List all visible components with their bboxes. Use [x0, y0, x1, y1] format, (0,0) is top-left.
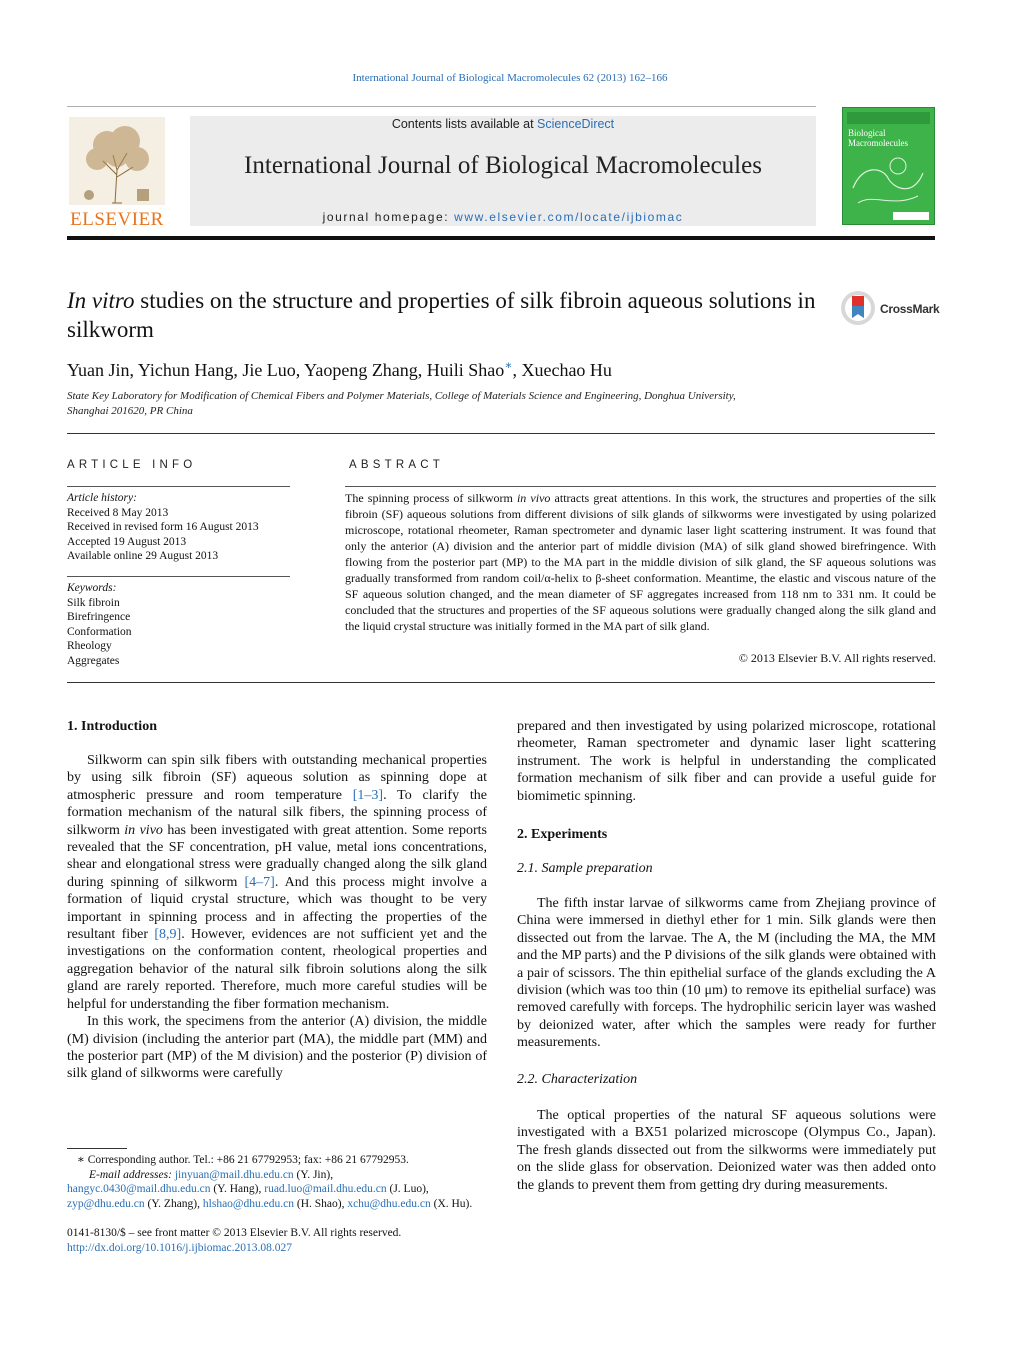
- article-history: [67, 491, 292, 564]
- introduction-body-continued: prepared and then investigated by using polarized microscope, rotational rheometer, Raman spectrometer and dynamic laser light scattering instrument. The work is helpful in understanding the complicated formation mechanism of silk fiber and can provide a useful guide for biomimetic spinning.: [517, 719, 936, 804]
- affiliation-line1: State Key Laboratory for Modification of Chemical Fibers and Polymer Materials, College of Materials Science and Engineering, Donghua University,: [67, 390, 736, 402]
- characterization-heading: 2.2. Characterization: [517, 1072, 638, 1087]
- article-info-divider: [67, 486, 290, 487]
- reference-link-8-9[interactable]: [8,9]: [154, 927, 182, 943]
- email-link[interactable]: xchu@dhu.edu.cn: [347, 1197, 431, 1210]
- affiliation-line2: Shanghai 201620, PR China: [67, 404, 193, 417]
- intro-p1-b: . To clarify the formation mechanism of the natural silk fibers, the spinning process of silkworm: [67, 787, 487, 838]
- sample-preparation-body: [517, 895, 936, 1052]
- email-owner: (X. Hu).: [430, 1197, 473, 1210]
- intro-p1-a: Silkworm can spin silk fibers with outstanding mechanical properties by using silk fibroin (SF) aqueous solution as spinning dope at atmospheric pressure and room temperature: [67, 753, 487, 803]
- crossmark-badge[interactable]: [840, 290, 940, 330]
- abstract-bottom-divider: [67, 682, 935, 683]
- online-date: Available online 29 August 2013: [67, 550, 219, 562]
- cover-title: [848, 128, 908, 148]
- doi-link[interactable]: http://dx.doi.org/10.1016/j.ijbiomac.2013.08.027: [67, 1241, 292, 1254]
- header-divider: [67, 106, 816, 107]
- article-title: [67, 286, 827, 344]
- experiments-heading: 2. Experiments: [517, 827, 608, 842]
- abstract-italic: in vivo: [516, 491, 551, 505]
- email-owner: (H. Shao),: [293, 1197, 348, 1210]
- keywords-divider: [67, 576, 290, 577]
- contents-available-line: [190, 117, 816, 131]
- email-link[interactable]: hangyc.0430@mail.dhu.edu.cn: [67, 1183, 211, 1196]
- journal-homepage-line: [190, 210, 816, 224]
- footnote-divider: [67, 1148, 127, 1149]
- author-list: [67, 358, 867, 381]
- email-addresses-line2: [67, 1182, 487, 1197]
- keywords-block: [67, 581, 292, 668]
- abstract-heading: ABSTRACT: [349, 459, 444, 471]
- abstract-part1: The spinning process of silkworm: [345, 491, 517, 505]
- intro-p1-italic: in vivo: [124, 822, 163, 838]
- title-divider: [67, 433, 935, 434]
- characterization-paragraph: The optical properties of the natural SF aqueous solutions were investigated with a BX51 polarized microscope (Olympus Co., Japan). The fresh glands dissected out from the silkworms were immediately put on the slide glass for observation. Deionized water was then added onto the glands to prevent them from getting dry during measurements.: [517, 1108, 936, 1193]
- keyword-item: Birefringence: [67, 611, 131, 623]
- abstract-part2: attracts great attentions. In this work, the structures and properties of the silk fibroin (SF) aqueous solutions from different divisions of silk glands of silkworms were investigated by using polarized microscope, rotational rheometer, Raman spectrometer and dynamic laser light scattering instrument. It was found that only the anterior (A) division and the anterior part of middle division (MA) of silk gland showed birefringence. With flowing from the posterior part (MP) to the MA part in the middle division of silk gland, the SF aqueous solutions was gradually transformed from random coil/α-helix to β-sheet conformation. Meantime, the elastic and viscous nature of the SF aqueous solution changed, and the mean diameter of SF aggregates increased from 118 nm to 331 nm. It could be concluded that the structures and properties of the SF aqueous solutions were gradually changed along the silk gland and the liquid crystal structure was initially formed in the MA part of silk gland.: [345, 491, 936, 633]
- email-owner: (Y. Zhang),: [144, 1197, 203, 1210]
- intro-paragraph-2: In this work, the specimens from the anterior (A) division, the middle (M) division (including the anterior part (MA), the middle part (MM) and the posterior part (MP) of the M division) and the posterior (P) division of silk gland of silkworms were carefully: [67, 1014, 487, 1082]
- journal-name: International Journal of Biological Macromolecules: [244, 152, 762, 179]
- crossmark-icon: [840, 290, 876, 326]
- intro-p1-e: . However, evidences are not sufficient yet and the investigations on the conformation content, rheological properties and aggregation behavior of the natural silk fibroin solutions along the silk gland are rarely reported. Therefore, much more careful studies will be helpful for understanding the fiber formation mechanism.: [67, 927, 487, 1012]
- article-title-italic: In vitro: [67, 288, 135, 313]
- authors-tail: , Xuechao Hu: [512, 360, 612, 380]
- abstract-divider: [345, 486, 936, 487]
- sciencedirect-link[interactable]: ScienceDirect: [537, 117, 615, 131]
- keyword-item: Conformation: [67, 625, 132, 638]
- contents-prefix: Contents lists available at: [391, 117, 538, 131]
- keywords-label: Keywords:: [67, 582, 117, 594]
- article-info-heading: ARTICLE INFO: [67, 459, 197, 471]
- homepage-link[interactable]: www.elsevier.com/locate/ijbiomac: [454, 210, 684, 224]
- intro-paragraph-1: [67, 752, 487, 1013]
- cover-illustration-icon: [843, 108, 934, 224]
- corresponding-author-note: ∗ Corresponding author. Tel.: +86 21 67792953; fax: +86 21 67792953.: [77, 1154, 409, 1166]
- keyword-item: Silk fibroin: [67, 596, 120, 609]
- issn-line: 0141-8130/$ – see front matter © 2013 Elsevier B.V. All rights reserved.: [67, 1227, 402, 1239]
- abstract-text: [345, 490, 936, 634]
- sample-preparation-heading: 2.1. Sample preparation: [517, 861, 653, 876]
- email-link[interactable]: ruad.luo@mail.dhu.edu.cn: [264, 1183, 387, 1196]
- affiliation: [67, 389, 827, 418]
- email-owner: (Y. Jin),: [293, 1168, 334, 1181]
- article-title-rest: studies on the structure and properties of silk fibroin aqueous solutions in silkworm: [67, 288, 816, 342]
- intro-p1-c: has been investigated with great attention. Some reports revealed that the SF concentration, pH value, metal ions concentrations, shear and elongational stress were gradually changed along the silk gland during spinning of silkworm: [67, 822, 488, 890]
- cover-title-line2: Macromolecules: [848, 138, 908, 148]
- revised-date: Received in revised form 16 August 2013: [67, 521, 259, 533]
- issn-block: [67, 1226, 487, 1255]
- email-label: E-mail addresses:: [89, 1168, 175, 1181]
- reference-link-4-7[interactable]: [4–7]: [244, 874, 275, 890]
- introduction-body: [67, 752, 487, 1083]
- email-link[interactable]: hlshao@dhu.edu.cn: [202, 1197, 294, 1210]
- received-date: Received 8 May 2013: [67, 506, 169, 519]
- header-thick-rule: [67, 236, 935, 240]
- keyword-item: Rheology: [67, 640, 112, 652]
- elsevier-logo[interactable]: [67, 115, 167, 231]
- email-link[interactable]: jinyuan@mail.dhu.edu.cn: [174, 1168, 294, 1181]
- authors-main: Yuan Jin, Yichun Hang, Jie Luo, Yaopeng Zhang, Huili Shao: [67, 360, 505, 380]
- journal-citation[interactable]: International Journal of Biological Macromolecules 62 (2013) 162–166: [352, 72, 668, 84]
- reference-link-1-3[interactable]: [1–3]: [352, 787, 384, 803]
- cover-title-line1: Biological: [848, 128, 886, 138]
- email-link[interactable]: zyp@dhu.edu.cn: [67, 1197, 145, 1210]
- sample-preparation-paragraph: The fifth instar larvae of silkworms came from Zhejiang province of China were immersed in diethyl ether for 1 min. Silk glands were then dissected out from the larvae. The A, the M (including the MA, the MM and the MP parts) and the P divisions of the silk glands were obtained with a pair of scissors. The thin epithelial surface of the glands excluding the A division (which was too thin (10 μm) to remove its epithelial surface) was removed carefully with forceps. The hydrophilic sericin layer was washed by deionized water, after which the samples were ready for further measurements.: [517, 896, 936, 1051]
- email-owner: (J. Luo),: [386, 1183, 429, 1196]
- email-addresses-line1: [67, 1168, 487, 1183]
- characterization-body: [517, 1107, 936, 1194]
- email-addresses-line3: [67, 1197, 487, 1212]
- journal-cover-thumbnail[interactable]: [842, 107, 935, 225]
- introduction-heading: 1. Introduction: [67, 719, 157, 734]
- abstract-copyright: © 2013 Elsevier B.V. All rights reserved.: [738, 651, 936, 665]
- intro-p1-d: . And this process might involve a formation of liquid crystal structure, which was thought to be very important in spinning process and in affecting the properties of the resultant fiber: [67, 874, 487, 943]
- accepted-date: Accepted 19 August 2013: [67, 535, 187, 548]
- email-owner: (Y. Hang),: [210, 1183, 265, 1196]
- corresponding-author-marker[interactable]: ∗: [504, 358, 513, 372]
- keyword-item: Aggregates: [67, 654, 120, 667]
- footnotes: [67, 1153, 487, 1211]
- homepage-prefix: journal homepage:: [322, 210, 455, 224]
- article-history-label: Article history:: [67, 492, 137, 504]
- crossmark-label: CrossMark: [880, 302, 940, 316]
- elsevier-wordmark: ELSEVIER: [70, 209, 164, 230]
